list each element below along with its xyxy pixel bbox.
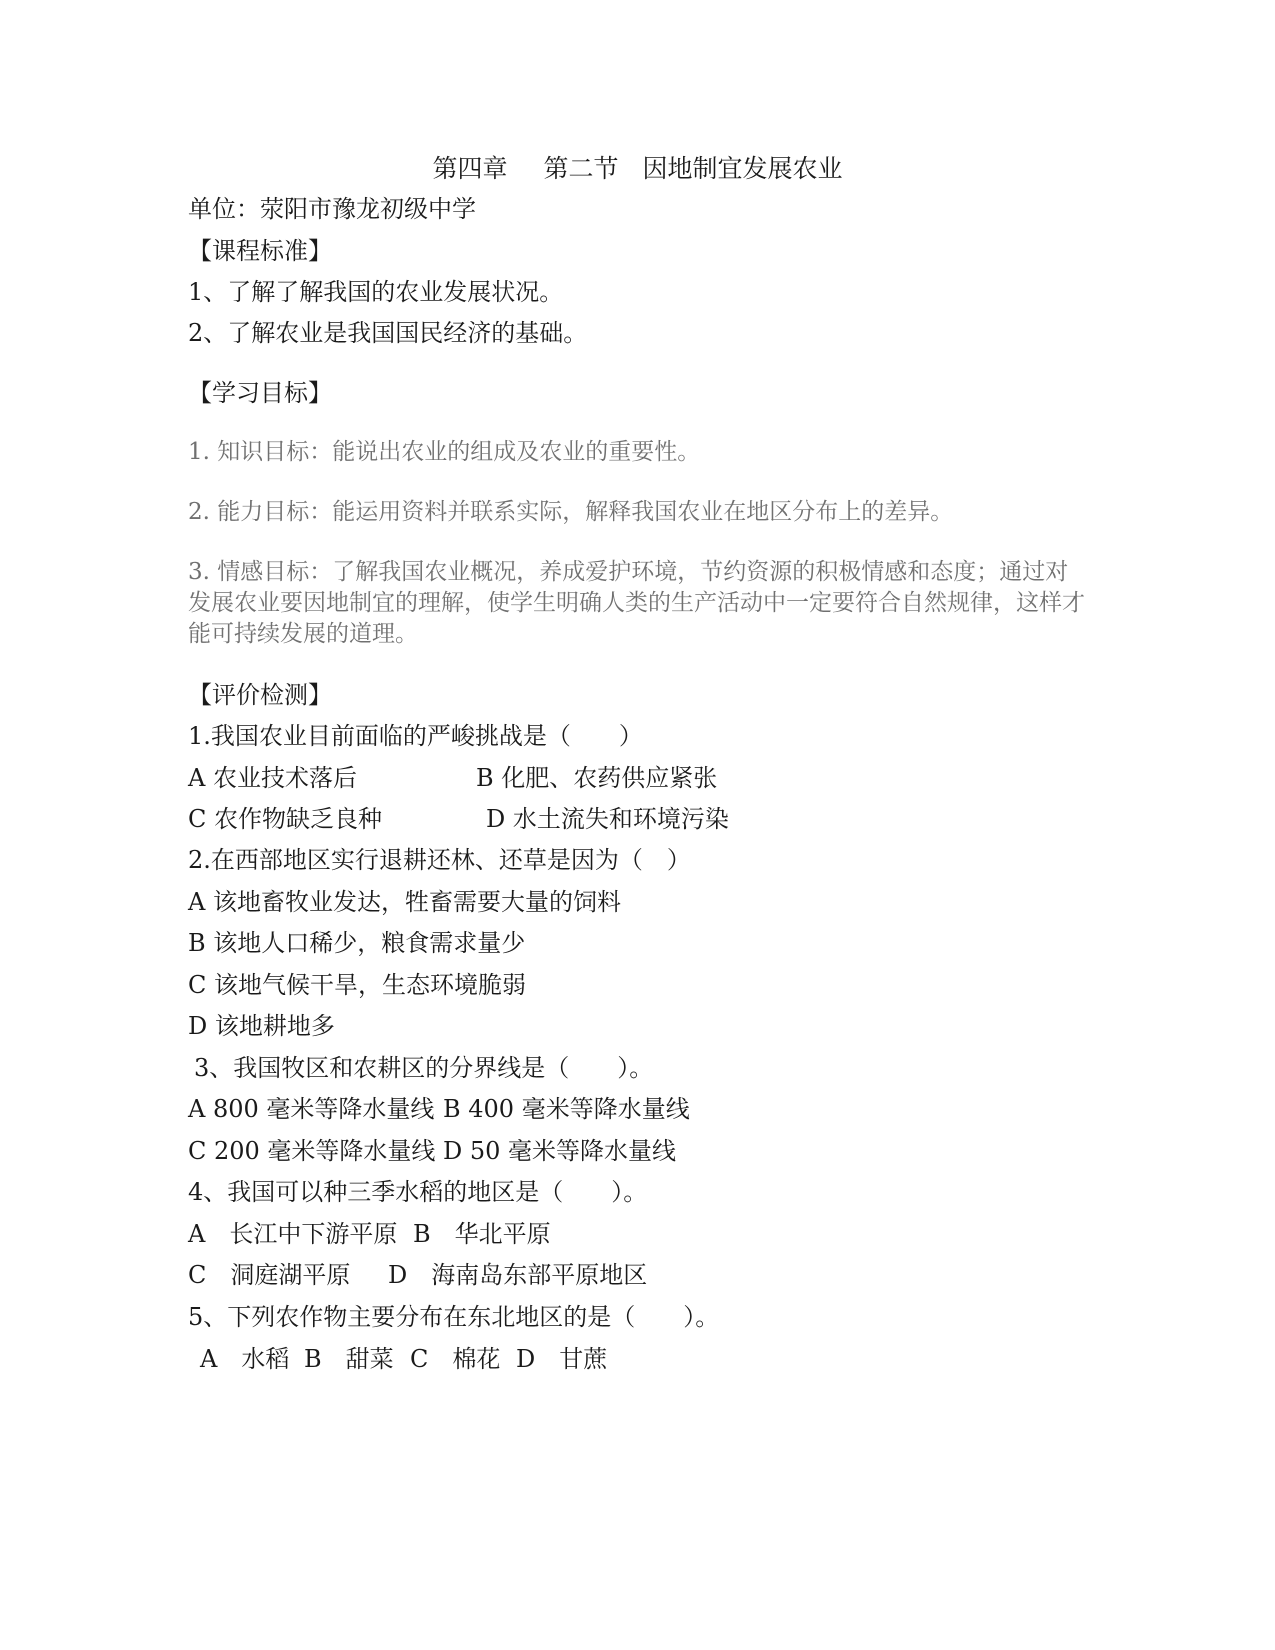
question-2-stem: 2.在西部地区实行退耕还林、还草是因为（ ）: [188, 846, 691, 874]
assessment-heading: 【评价检测】: [188, 681, 332, 709]
question-3-options-cd: [188, 1136, 676, 1166]
q5-option-d: D 甘蔗: [516, 1345, 608, 1373]
q4-option-b: B 华北平原: [413, 1220, 551, 1248]
q3-option-b: B 400 毫米等降水量线: [443, 1095, 690, 1123]
q5-option-a: A 水稻: [200, 1345, 290, 1373]
curriculum-item-1: 1、了解了解我国的农业发展状况。: [188, 278, 564, 306]
q2-option-b: B 该地人口稀少，粮食需求量少: [188, 929, 526, 957]
q1-option-b: B 化肥、农药供应紧张: [476, 764, 718, 792]
q4-option-d: D 海南岛东部平原地区: [388, 1261, 648, 1289]
question-1-options-ab: [188, 763, 717, 793]
q2-option-c: C 该地气候干旱，生态环境脆弱: [188, 971, 526, 999]
q4-option-c: C 洞庭湖平原: [188, 1261, 351, 1289]
q3-option-d: D 50 毫米等降水量线: [443, 1137, 677, 1165]
q3-option-a: A 800 毫米等降水量线: [188, 1095, 435, 1123]
question-1-options-cd: [188, 804, 729, 834]
question-5-options: [200, 1344, 607, 1374]
question-4-options-ab: [188, 1219, 551, 1249]
q1-option-a: A 农业技术落后: [188, 764, 357, 792]
title-chapter: 第四章: [432, 154, 508, 183]
curriculum-heading: 【课程标准】: [188, 237, 332, 265]
question-1-stem: 1.我国农业目前面临的严峻挑战是（ ）: [188, 722, 643, 750]
q4-option-a: A 长江中下游平原: [188, 1220, 398, 1248]
question-3-stem: 3、我国牧区和农耕区的分界线是（ ）。: [194, 1054, 654, 1082]
q2-option-a: A 该地畜牧业发达，牲畜需要大量的饲料: [188, 888, 621, 916]
q5-option-c: C 棉花: [410, 1345, 501, 1373]
question-4-stem: 4、我国可以种三季水稻的地区是（ ）。: [188, 1178, 648, 1206]
title-section: 第二节: [543, 154, 619, 183]
q3-option-c: C 200 毫米等降水量线: [188, 1137, 436, 1165]
objective-knowledge: 1. 知识目标：能说出农业的组成及农业的重要性。: [188, 439, 701, 465]
page-title: [0, 154, 1275, 184]
objective-ability: 2. 能力目标：能运用资料并联系实际，解释我国农业在地区分布上的差异。: [188, 499, 954, 525]
unit-line: 单位：荥阳市豫龙初级中学: [188, 195, 476, 223]
question-5-stem: 5、下列农作物主要分布在东北地区的是（ ）。: [188, 1303, 720, 1331]
q5-option-b: B 甜菜: [304, 1345, 394, 1373]
q1-option-d: D 水土流失和环境污染: [486, 805, 729, 833]
objectives-heading: 【学习目标】: [188, 379, 332, 407]
q2-option-d: D 该地耕地多: [188, 1012, 335, 1040]
objective-emotion: 3. 情感目标：了解我国农业概况，养成爱护环境，节约资源的积极情感和态度；通过对发展农业要因地制宜的理解，使学生明确人类的生产活动中一定要符合自然规律，这样才能可持续发展的道理。: [188, 559, 1085, 647]
curriculum-item-2: 2、了解农业是我国国民经济的基础。: [188, 319, 588, 347]
question-4-options-cd: [188, 1260, 647, 1290]
title-name: 因地制宜发展农业: [642, 154, 843, 183]
q1-option-c: C 农作物缺乏良种: [188, 805, 382, 833]
question-3-options-ab: [188, 1094, 690, 1124]
